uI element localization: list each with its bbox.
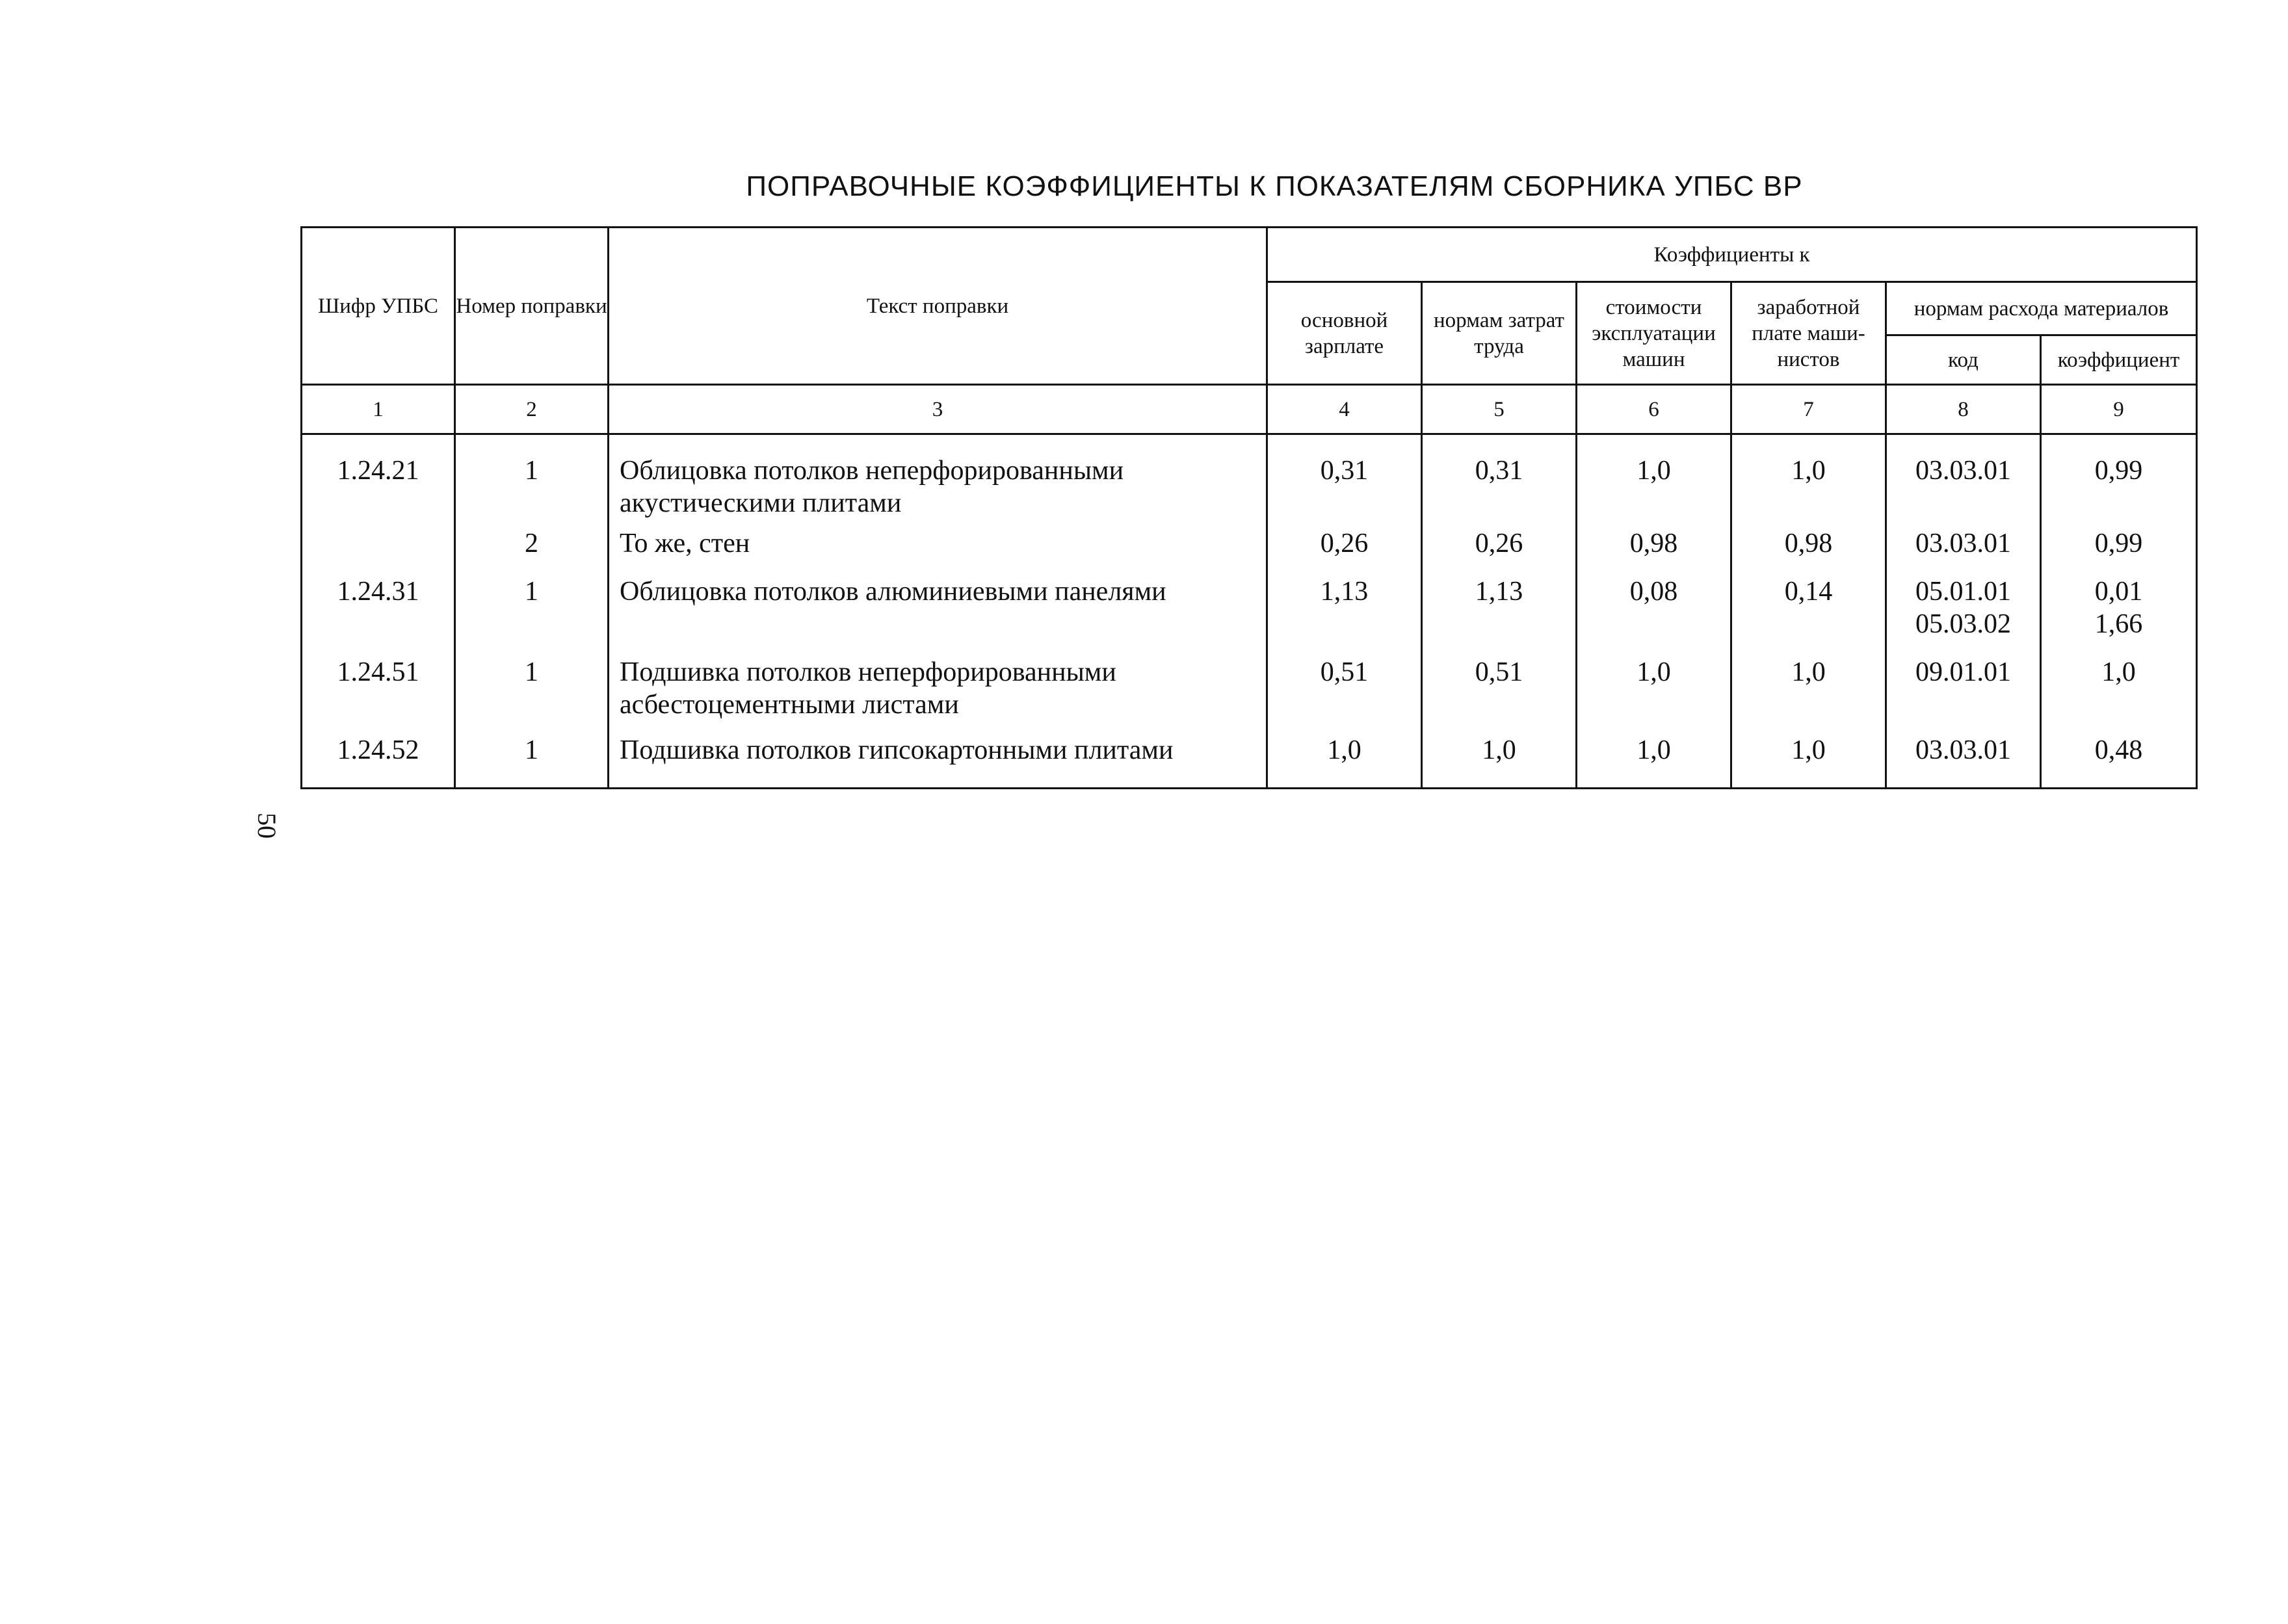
cell-material-code bbox=[1886, 568, 2041, 648]
cell-number: 1 bbox=[455, 727, 609, 789]
header-material-norms-group: нормам расхода материалов bbox=[1886, 282, 2197, 335]
material-code-value: 05.03.02 bbox=[1915, 609, 2011, 639]
cell-basic-salary: 0,51 bbox=[1267, 648, 1422, 727]
header-labor-norms: нормам затрат труда bbox=[1422, 282, 1577, 385]
cell-text: Подшивка потолков неперфорированными асбестоцементными листами bbox=[609, 648, 1267, 727]
table-header bbox=[302, 228, 2197, 434]
cell-code: 1.24.51 bbox=[302, 648, 455, 727]
cell-material-code bbox=[1886, 519, 2041, 568]
cell-text: То же, стен bbox=[609, 519, 1267, 568]
header-basic-salary: основной зарплате bbox=[1267, 282, 1422, 385]
cell-machine-cost: 0,98 bbox=[1577, 519, 1731, 568]
cell-basic-salary: 0,26 bbox=[1267, 519, 1422, 568]
page-number: 50 bbox=[252, 813, 282, 839]
cell-material-coefficient bbox=[2041, 568, 2197, 648]
material-code-value: 03.03.01 bbox=[1915, 735, 2011, 765]
header-material-code: код bbox=[1886, 335, 2041, 385]
material-code-value: 03.03.01 bbox=[1915, 456, 2011, 486]
table-row bbox=[302, 434, 2197, 520]
material-code-value: 05.01.01 bbox=[1915, 577, 2011, 607]
material-coefficient-value: 0,99 bbox=[2094, 456, 2143, 486]
cell-machine-cost: 1,0 bbox=[1577, 434, 1731, 520]
material-coefficient-value: 1,0 bbox=[2101, 657, 2136, 687]
cell-operator-salary: 0,14 bbox=[1731, 568, 1886, 648]
cell-number: 2 bbox=[455, 519, 609, 568]
header-correction-number: Номер поправки bbox=[455, 228, 609, 385]
cell-labor-norms: 0,26 bbox=[1422, 519, 1577, 568]
table-row bbox=[302, 727, 2197, 789]
cell-material-code bbox=[1886, 727, 2041, 789]
cell-machine-cost: 1,0 bbox=[1577, 648, 1731, 727]
material-coefficient-value: 0,01 bbox=[2094, 577, 2143, 607]
cell-material-coefficient bbox=[2041, 434, 2197, 520]
column-number: 1 bbox=[302, 385, 455, 434]
cell-number: 1 bbox=[455, 648, 609, 727]
cell-operator-salary: 1,0 bbox=[1731, 648, 1886, 727]
cell-material-coefficient bbox=[2041, 727, 2197, 789]
column-number: 7 bbox=[1731, 385, 1886, 434]
material-coefficient-value: 0,48 bbox=[2094, 735, 2143, 765]
cell-material-code bbox=[1886, 434, 2041, 520]
cell-material-coefficient bbox=[2041, 519, 2197, 568]
cell-code: 1.24.52 bbox=[302, 727, 455, 789]
material-code-value: 09.01.01 bbox=[1915, 657, 2011, 687]
material-coefficient-value: 0,99 bbox=[2094, 529, 2143, 558]
column-number: 3 bbox=[609, 385, 1267, 434]
header-material-coefficient: коэффициент bbox=[2041, 335, 2197, 385]
cell-material-coefficient bbox=[2041, 648, 2197, 727]
cell-basic-salary: 0,31 bbox=[1267, 434, 1422, 520]
cell-code: 1.24.21 bbox=[302, 434, 455, 520]
cell-code: 1.24.31 bbox=[302, 568, 455, 648]
header-correction-text: Текст поправки bbox=[609, 228, 1267, 385]
cell-labor-norms: 1,0 bbox=[1422, 727, 1577, 789]
column-number: 8 bbox=[1886, 385, 2041, 434]
cell-code bbox=[302, 519, 455, 568]
material-code-value: 03.03.01 bbox=[1915, 529, 2011, 558]
cell-operator-salary: 1,0 bbox=[1731, 727, 1886, 789]
cell-basic-salary: 1,0 bbox=[1267, 727, 1422, 789]
column-number: 9 bbox=[2041, 385, 2197, 434]
page-title: ПОПРАВОЧНЫЕ КОЭФФИЦИЕНТЫ К ПОКАЗАТЕЛЯМ СБОРНИКА УПБС ВР bbox=[746, 170, 1803, 202]
table-row bbox=[302, 648, 2197, 727]
material-coefficient-value: 1,66 bbox=[2094, 609, 2143, 639]
cell-number: 1 bbox=[455, 434, 609, 520]
column-number: 6 bbox=[1577, 385, 1731, 434]
cell-number: 1 bbox=[455, 568, 609, 648]
cell-text: Облицовка потолков алюминиевыми панелями bbox=[609, 568, 1267, 648]
cell-operator-salary: 0,98 bbox=[1731, 519, 1886, 568]
corrections-table bbox=[300, 226, 2198, 789]
cell-labor-norms: 0,51 bbox=[1422, 648, 1577, 727]
cell-text: Подшивка потолков гипсокартонными плитами bbox=[609, 727, 1267, 789]
cell-machine-cost: 1,0 bbox=[1577, 727, 1731, 789]
header-coefficients-group: Коэффициенты к bbox=[1267, 228, 2197, 282]
column-number: 2 bbox=[455, 385, 609, 434]
cell-basic-salary: 1,13 bbox=[1267, 568, 1422, 648]
column-number-row bbox=[302, 385, 2197, 434]
cell-text: Облицовка потолков неперфорированными акустическими плитами bbox=[609, 434, 1267, 520]
header-code-upbs: Шифр УПБС bbox=[302, 228, 455, 385]
cell-operator-salary: 1,0 bbox=[1731, 434, 1886, 520]
cell-machine-cost: 0,08 bbox=[1577, 568, 1731, 648]
column-number: 4 bbox=[1267, 385, 1422, 434]
cell-labor-norms: 0,31 bbox=[1422, 434, 1577, 520]
table-row bbox=[302, 568, 2197, 648]
table-body bbox=[302, 434, 2197, 789]
column-number: 5 bbox=[1422, 385, 1577, 434]
cell-material-code bbox=[1886, 648, 2041, 727]
table-row bbox=[302, 519, 2197, 568]
header-operator-salary: заработной плате маши-нистов bbox=[1731, 282, 1886, 385]
cell-labor-norms: 1,13 bbox=[1422, 568, 1577, 648]
header-machine-cost: стоимости эксплуатации машин bbox=[1577, 282, 1731, 385]
